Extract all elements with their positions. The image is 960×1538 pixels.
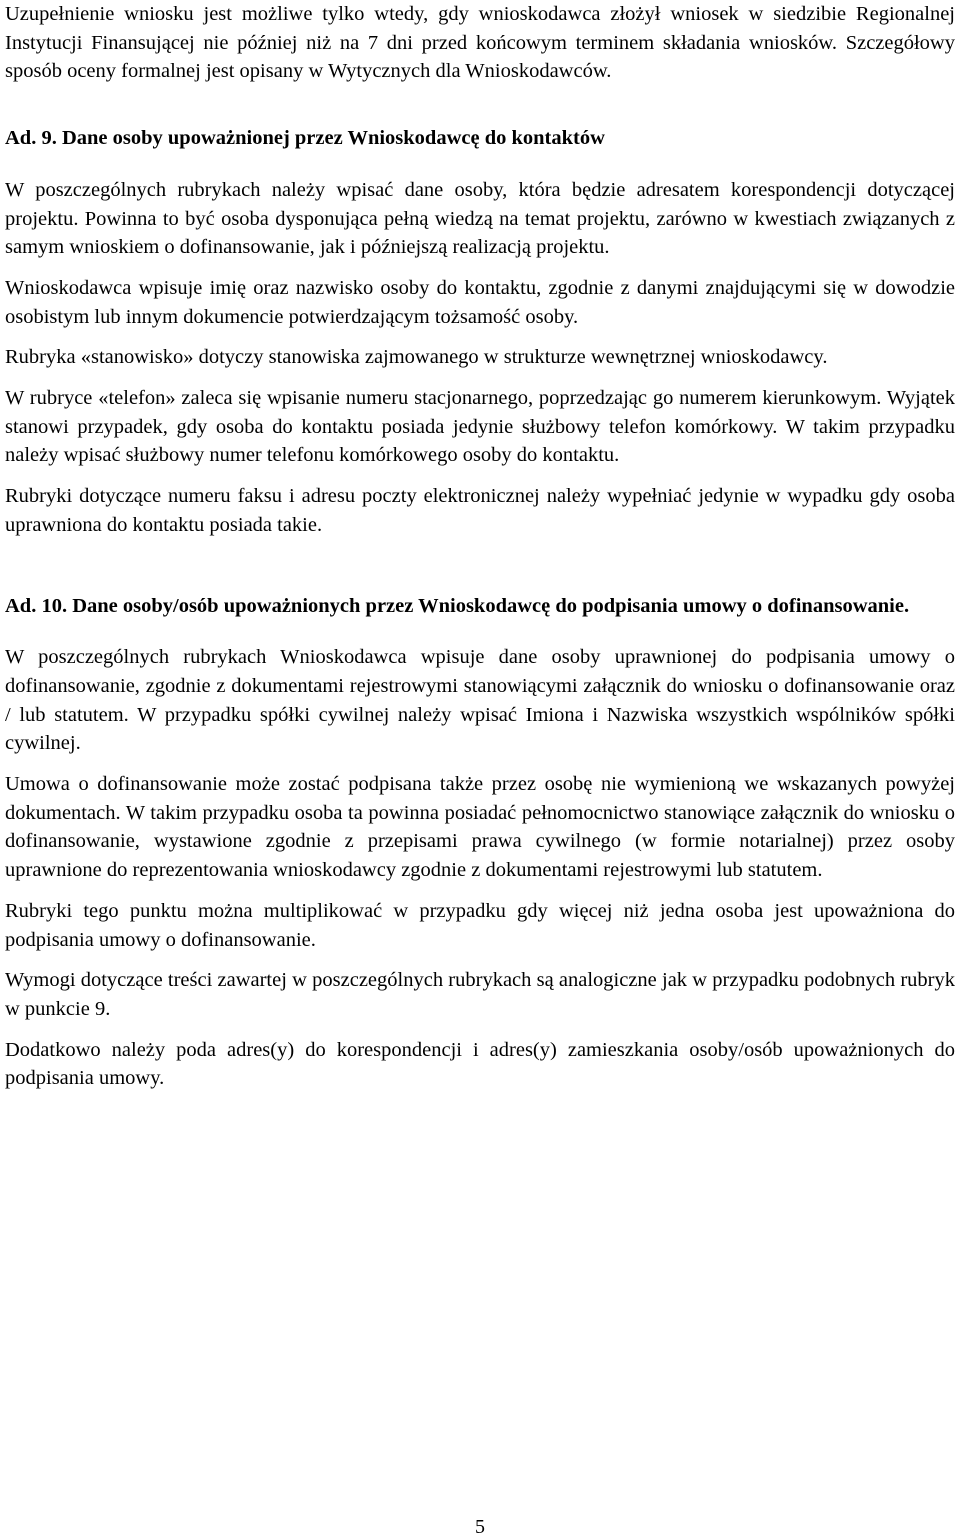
section-10-paragraph-4: Wymogi dotyczące treści zawartej w poszczególnych rubrykach są analogiczne jak w przypadku podobnych rubryk w punkcie 9. — [5, 969, 955, 1020]
section-9-paragraph-2: Wnioskodawca wpisuje imię oraz nazwisko osoby do kontaktu, zgodnie z danymi znajdującymi się w dowodzie osobistym lub innym dokumencie potwierdzającym tożsamość osoby. — [5, 276, 955, 328]
section-9-paragraph-3: Rubryka «stanowisko» dotyczy stanowiska zajmowanego w strukturze wewnętrznej wnioskodawcy. — [5, 346, 828, 369]
section-9-paragraph-4: W rubryce «telefon» zaleca się wpisanie numeru stacjonarnego, poprzedzając go numerem kierunkowym. Wyjątek stanowi przypadek, gdy osoba do kontaktu posiada jedynie służbowy telefon komórkowy. W takim przypadku należy wpisać służbowy numer telefonu komórkowego osoby do kontaktu. — [5, 387, 955, 467]
section-9-paragraph-1: W poszczególnych rubrykach należy wpisać dane osoby, która będzie adresatem korespondencji dotyczącej projektu. Powinna to być osoba dysponująca pełną wiedzą na temat projektu, zarówno w kwestiach związanych z samym wnioskiem o dofinansowanie, jak i późniejszą realizacją projektu. — [5, 178, 955, 259]
section-10-paragraph-1: W poszczególnych rubrykach Wnioskodawca wpisuje dane osoby uprawnionej do podpisania umowy o dofinansowanie, zgodnie z dokumentami rejestrowymi stanowiącymi załącznik do wniosku o dofinansowanie oraz / lub statutem. W przypadku spółki cywilnej należy wpisać Imiona i Nazwiska wszystkich wspólników spółki cywilnej. — [5, 646, 955, 755]
section-10-paragraph-2: Umowa o dofinansowanie może zostać podpisana także przez osobę nie wymienioną we wskazanych powyżej dokumentach. W takim przypadku osoba ta powinna posiadać pełnomocnictwo stanowiące załącznik do wniosku o dofinansowanie, wystawione zgodnie z przepisami prawa cywilnego (w formie notarialnej) przez osoby uprawnione do reprezentowania wnioskodawcy zgodnie z dokumentami rejestrowymi lub statutem. — [5, 773, 955, 882]
section-9-paragraph-5: Rubryki dotyczące numeru faksu i adresu poczty elektronicznej należy wypełniać jedynie w wypadku gdy osoba uprawniona do kontaktu posiada takie. — [5, 485, 955, 536]
document-body — [5, 0, 955, 1093]
section-9-heading: Ad. 9. Dane osoby upoważnionej przez Wnioskodawcę do kontaktów — [5, 127, 605, 150]
intro-paragraph: Uzupełnienie wniosku jest możliwe tylko wtedy, gdy wnioskodawca złożył wniosek w siedzibie Regionalnej Instytucji Finansującej nie później niż na 7 dni przed końcowym terminem składania wniosków. Szczegółowy sposób oceny formalnej jest opisany w Wytycznych dla Wnioskodawców. — [5, 3, 955, 83]
section-10-paragraph-5: Dodatkowo należy poda adres(y) do korespondencji i adres(y) zamieszkania osoby/osób upoważnionych do podpisania umowy. — [5, 1038, 955, 1090]
section-10-paragraph-3: Rubryki tego punktu można multiplikować w przypadku gdy więcej niż jedna osoba jest upoważniona do podpisania umowy o dofinansowanie. — [5, 899, 955, 951]
section-10-heading: Ad. 10. Dane osoby/osób upoważnionych przez Wnioskodawcę do podpisania umowy o dofinansowanie. — [5, 594, 910, 617]
page-number: 5 — [475, 1516, 485, 1538]
